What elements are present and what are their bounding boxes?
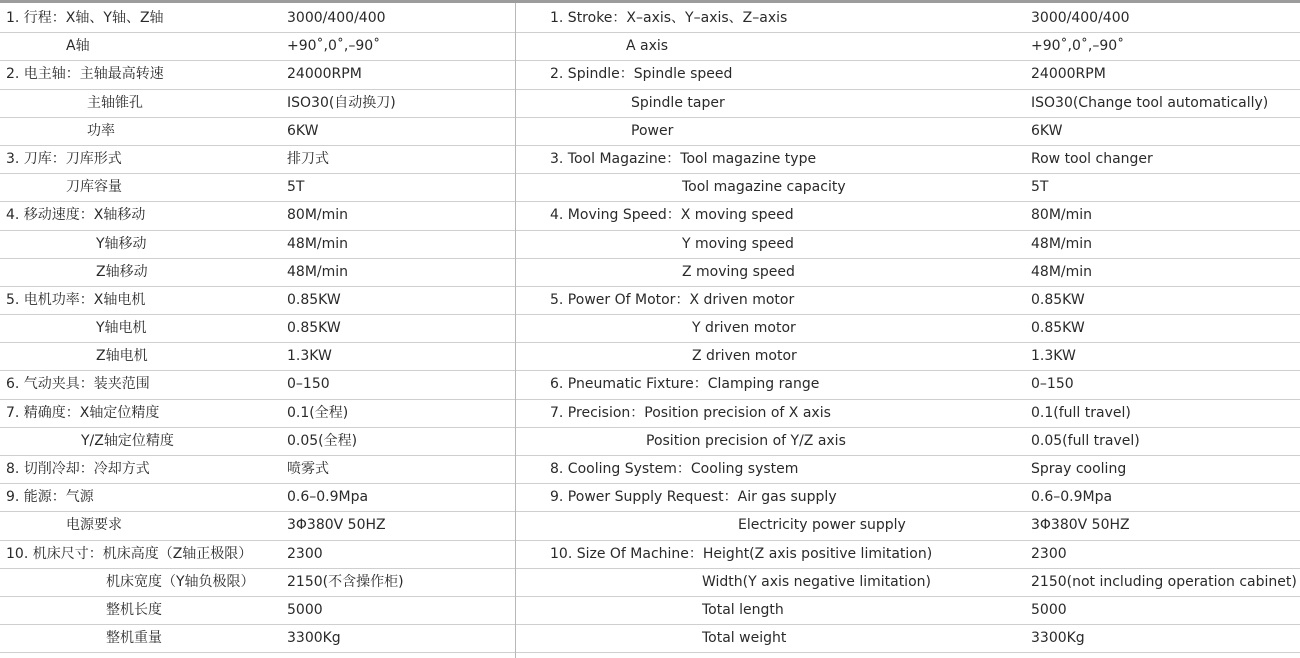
spec-label: 3. Tool Magazine：Tool magazine type	[550, 150, 817, 167]
spec-value: ISO30(自动换刀)	[287, 94, 396, 111]
spec-label: 整机重量	[106, 630, 162, 647]
table-row	[0, 625, 515, 653]
spec-value: ISO30(Change tool automatically)	[1031, 94, 1269, 111]
spec-label: Z moving speed	[682, 263, 795, 280]
table-row	[0, 259, 515, 287]
spec-value: 0–150	[287, 376, 330, 393]
table-row	[516, 61, 1300, 89]
table-row	[516, 5, 1300, 33]
spec-label: 7. Precision：Position precision of X axis	[550, 404, 831, 421]
table-row	[0, 5, 515, 33]
table-row	[0, 428, 515, 456]
table-row	[516, 33, 1300, 61]
spec-label: 7. 精确度：X轴定位精度	[6, 404, 160, 421]
table-row	[0, 118, 515, 146]
spec-value: 2300	[1031, 545, 1067, 562]
spec-label: Tool magazine capacity	[682, 179, 846, 196]
spec-label: Z轴电机	[96, 348, 148, 365]
spec-label: 9. 能源：气源	[6, 489, 94, 506]
spec-value: 80M/min	[287, 207, 349, 224]
spec-value: 48M/min	[1031, 263, 1093, 280]
spec-value: 2300	[287, 545, 323, 562]
table-row	[516, 428, 1300, 456]
spec-value: Row tool changer	[1031, 150, 1153, 167]
spec-label: 刀库容量	[66, 179, 122, 196]
table-row	[0, 456, 515, 484]
spec-label: 3. 刀库：刀库形式	[6, 150, 122, 167]
spec-label: 5. 电机功率：X轴电机	[6, 291, 146, 308]
spec-value: +90˚,0˚,–90˚	[287, 38, 381, 55]
table-row	[0, 33, 515, 61]
spec-value: 5T	[287, 179, 305, 196]
spec-value: 48M/min	[1031, 235, 1093, 252]
english-spec-table	[516, 5, 1300, 653]
table-row	[516, 315, 1300, 343]
spec-value: 0.05(full travel)	[1031, 432, 1140, 449]
spec-label: Y轴电机	[96, 320, 147, 337]
spec-value: 24000RPM	[287, 66, 362, 83]
spec-label: 整机长度	[106, 601, 162, 618]
spec-label: 6. Pneumatic Fixture：Clamping range	[550, 376, 820, 393]
table-row	[0, 541, 515, 569]
spec-value: 5000	[1031, 601, 1067, 618]
table-row	[516, 541, 1300, 569]
spec-label: 2. Spindle：Spindle speed	[550, 66, 733, 83]
table-row	[516, 400, 1300, 428]
spec-label: 10. 机床尺寸：机床高度（Z轴正极限）	[6, 545, 253, 562]
table-row	[0, 287, 515, 315]
spec-label: Power	[631, 122, 674, 139]
table-row	[516, 231, 1300, 259]
spec-label: 1. Stroke：X–axis、Y–axis、Z–axis	[550, 10, 788, 26]
table-row	[516, 259, 1300, 287]
table-row	[516, 625, 1300, 653]
spec-label: 4. Moving Speed：X moving speed	[550, 207, 794, 224]
table-row	[0, 512, 515, 540]
table-row	[516, 512, 1300, 540]
spec-label: 4. 移动速度：X轴移动	[6, 207, 146, 224]
table-row	[516, 202, 1300, 230]
spec-value: 3300Kg	[1031, 630, 1085, 647]
table-row	[0, 174, 515, 202]
spec-value: 排刀式	[287, 150, 329, 167]
spec-label: 6. 气动夹具：装夹范围	[6, 376, 150, 393]
table-row	[0, 569, 515, 597]
spec-value: 80M/min	[1031, 207, 1093, 224]
spec-label: Spindle taper	[631, 94, 725, 111]
spec-value: 6KW	[287, 122, 319, 139]
spec-label: 1. 行程：X轴、Y轴、Z轴	[6, 10, 164, 26]
table-row	[516, 146, 1300, 174]
table-row	[516, 174, 1300, 202]
table-row	[0, 90, 515, 118]
spec-value: 48M/min	[287, 235, 349, 252]
spec-value: +90˚,0˚,–90˚	[1031, 38, 1125, 55]
spec-value: 0.85KW	[287, 291, 341, 308]
spec-label: 机床宽度（Y轴负极限）	[106, 573, 255, 590]
spec-label: 8. Cooling System：Cooling system	[550, 461, 799, 477]
spec-label: Y moving speed	[682, 235, 794, 252]
spec-label: A轴	[66, 38, 90, 55]
spec-value: 3300Kg	[287, 630, 341, 647]
spec-value: 0.85KW	[287, 320, 341, 337]
table-row	[0, 61, 515, 89]
spec-label: Electricity power supply	[738, 517, 906, 534]
spec-value: 3000/400/400	[287, 10, 386, 26]
spec-label: Y driven motor	[692, 320, 796, 337]
spec-value: 3Φ380V 50HZ	[1031, 517, 1130, 534]
spec-value: 0.6–0.9Mpa	[287, 489, 369, 506]
table-row	[516, 597, 1300, 625]
table-row	[516, 456, 1300, 484]
spec-value: 0.6–0.9Mpa	[1031, 489, 1113, 506]
spec-value: 2150(不含操作柜)	[287, 573, 404, 590]
table-row	[516, 569, 1300, 597]
spec-value: 0.1(全程)	[287, 404, 349, 421]
spec-label: 8. 切削冷却：冷却方式	[6, 461, 150, 477]
spec-label: Position precision of Y/Z axis	[646, 432, 846, 449]
spec-value: 0.1(full travel)	[1031, 404, 1131, 421]
spec-label: Z轴移动	[96, 263, 148, 280]
spec-label: 5. Power Of Motor：X driven motor	[550, 291, 795, 308]
spec-label: Total length	[702, 601, 784, 618]
spec-label: 10. Size Of Machine：Height(Z axis positive limitation)	[550, 545, 933, 562]
spec-value: 3Φ380V 50HZ	[287, 517, 386, 534]
spec-label: 2. 电主轴：主轴最高转速	[6, 66, 164, 83]
spec-value: 24000RPM	[1031, 66, 1106, 83]
spec-value: 喷雾式	[287, 461, 329, 477]
table-row	[516, 90, 1300, 118]
table-row	[0, 400, 515, 428]
table-row	[0, 202, 515, 230]
table-row	[516, 343, 1300, 371]
spec-label: Total weight	[702, 630, 787, 647]
spec-value: 1.3KW	[1031, 348, 1076, 365]
spec-value: 0.85KW	[1031, 320, 1085, 337]
spec-label: 9. Power Supply Request：Air gas supply	[550, 489, 837, 506]
spec-label: Width(Y axis negative limitation)	[702, 573, 931, 590]
spec-label: 电源要求	[66, 517, 122, 534]
spec-label: Z driven motor	[692, 348, 797, 365]
table-row	[0, 146, 515, 174]
spec-label: Y轴移动	[96, 235, 147, 252]
spec-label: Y/Z轴定位精度	[81, 432, 174, 449]
table-row	[0, 315, 515, 343]
table-row	[0, 343, 515, 371]
table-row	[0, 597, 515, 625]
table-row	[516, 371, 1300, 399]
spec-value: 2150(not including operation cabinet)	[1031, 573, 1297, 590]
spec-value: 0–150	[1031, 376, 1074, 393]
spec-value: 3000/400/400	[1031, 10, 1130, 26]
chinese-spec-table	[0, 5, 515, 653]
table-row	[516, 118, 1300, 146]
table-row	[516, 484, 1300, 512]
spec-value: Spray cooling	[1031, 461, 1127, 477]
spec-value: 5T	[1031, 179, 1049, 196]
spec-label: 主轴锥孔	[87, 94, 143, 111]
spec-value: 48M/min	[287, 263, 349, 280]
top-border	[0, 0, 1300, 3]
spec-value: 6KW	[1031, 122, 1063, 139]
table-row	[0, 484, 515, 512]
table-row	[0, 371, 515, 399]
spec-value: 0.85KW	[1031, 291, 1085, 308]
spec-value: 1.3KW	[287, 348, 332, 365]
table-row	[516, 287, 1300, 315]
spec-label: 功率	[87, 122, 115, 139]
spec-value: 5000	[287, 601, 323, 618]
spec-label: A axis	[626, 38, 669, 55]
spec-value: 0.05(全程)	[287, 432, 358, 449]
table-row	[0, 231, 515, 259]
